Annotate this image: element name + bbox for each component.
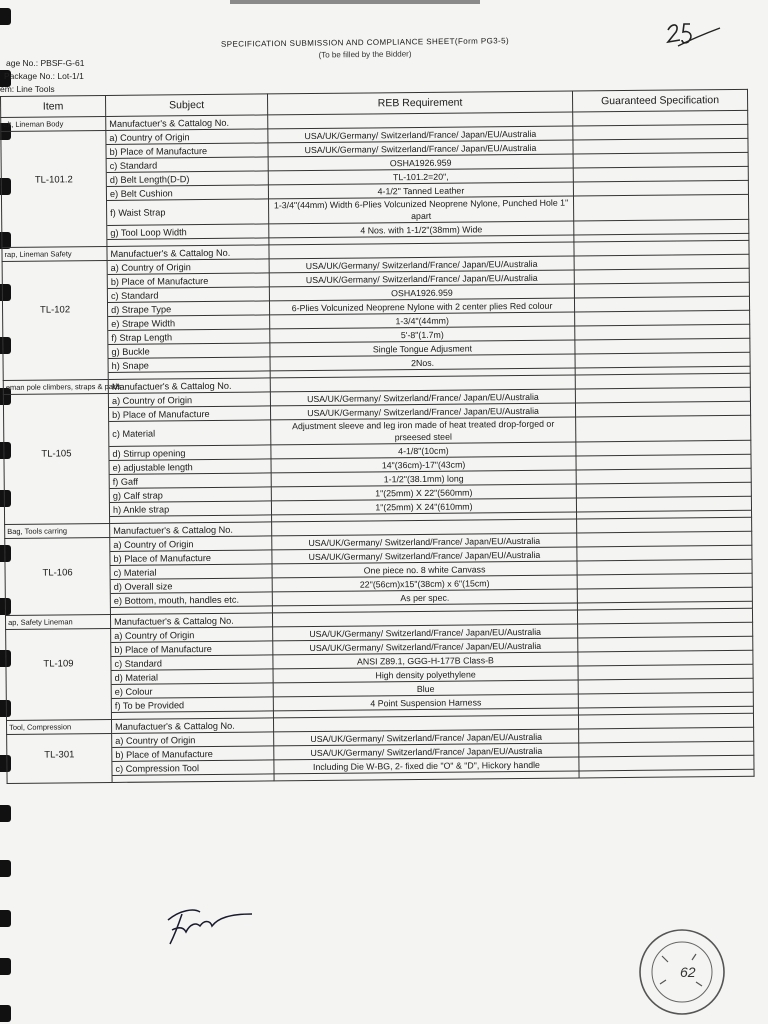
item-group-header: ap, Safety Lineman: [5, 614, 110, 629]
item-cell: [3, 316, 108, 331]
subject-cell: a) Country of Origin: [107, 259, 269, 275]
item-cell: [4, 502, 109, 517]
requirement-cell: USA/UK/Germany/ Switzerland/France/ Japan/EU/Australia: [270, 389, 575, 406]
subject-cell: g) Tool Loop Width: [107, 224, 269, 240]
requirement-cell: USA/UK/Germany/ Switzerland/France/ Japan/EU/Australia: [268, 126, 573, 143]
item-cell: [5, 579, 110, 594]
item-cell: [2, 260, 107, 275]
official-stamp: [632, 926, 732, 1023]
column-header-subject: Subject: [105, 94, 267, 117]
item-cell: [4, 474, 109, 489]
subject-cell: c) Compression Tool: [112, 760, 274, 776]
item-cell: [1, 130, 106, 145]
binder-hole: [0, 8, 11, 25]
item-code: TL-109: [6, 656, 111, 671]
subject-cell: c) Standard: [106, 157, 268, 173]
item-code: TL-106: [5, 565, 110, 580]
subject-cell: Manufactuer's & Cattalog No.: [111, 718, 273, 734]
requirement-cell: Single Tongue Adjusment: [270, 340, 575, 357]
subject-cell: b) Place of Manufacture: [107, 273, 269, 289]
spacer-cell: [579, 769, 754, 778]
subject-cell: c) Material: [109, 420, 271, 447]
requirement-cell: USA/UK/Germany/ Switzerland/France/ Japan/EU/Australia: [270, 403, 575, 420]
item-group-header: Bag, Tools carring: [5, 523, 110, 538]
subject-cell: c) Standard: [107, 287, 269, 303]
item-cell: [4, 421, 109, 447]
subject-cell: b) Place of Manufacture: [110, 550, 272, 566]
requirement-cell: 2Nos.: [270, 354, 575, 371]
binder-hole: [0, 958, 11, 975]
package-number: age No.: PBSF-G-61: [6, 58, 85, 68]
requirement-cell: 4 Point Suspension Harness: [273, 694, 578, 711]
item-cell: [3, 330, 108, 345]
item-cell: [4, 488, 109, 503]
requirement-cell: OSHA1926.959: [268, 154, 573, 171]
stamp-number: 62: [680, 964, 696, 980]
item-cell: [3, 407, 108, 422]
subject-cell: d) Strape Type: [107, 301, 269, 317]
item-group-header: Tool, Compression: [6, 719, 111, 734]
subject-cell: Manufactuer's & Cattalog No.: [106, 115, 268, 131]
requirement-cell: USA/UK/Germany/ Switzerland/France/ Japan/EU/Australia: [274, 729, 579, 746]
subject-cell: g) Buckle: [108, 343, 270, 359]
binder-hole: [0, 1005, 11, 1022]
requirement-cell: USA/UK/Germany/ Switzerland/France/ Japan/EU/Australia: [273, 638, 578, 655]
requirement-cell: USA/UK/Germany/ Switzerland/France/ Japan/EU/Australia: [272, 547, 577, 564]
subject-cell: Manufactuer's & Cattalog No.: [110, 522, 272, 538]
item-line: em: Line Tools: [0, 84, 55, 94]
item-cell: [2, 200, 107, 226]
subject-cell: b) Place of Manufacture: [112, 746, 274, 762]
requirement-cell: 1-3/4"(44mm): [270, 312, 575, 329]
requirement-cell: TL-101.2=20",: [268, 168, 573, 185]
requirement-cell: One piece no. 8 white Canvass: [272, 561, 577, 578]
item-group-header: eman pole climbers, straps & pads: [3, 379, 108, 394]
item-cell: [2, 274, 107, 289]
signature: [160, 900, 260, 955]
requirement-cell: USA/UK/Germany/ Switzerland/France/ Japan/EU/Australia: [274, 743, 579, 760]
handwritten-page-mark: [664, 18, 724, 57]
subject-cell: b) Place of Manufacture: [106, 143, 268, 159]
subject-cell: f) Strap Length: [108, 329, 270, 345]
item-cell: [6, 628, 111, 643]
subject-cell: Manufactuer's & Cattalog No.: [107, 245, 269, 261]
guaranteed-spec-cell[interactable]: [576, 415, 751, 442]
item-cell: [7, 761, 112, 776]
requirement-cell: 1"(25mm) X 22"(560mm): [271, 484, 576, 501]
requirement-cell: 1-3/4"(44mm) Width 6-Plies Volcunized Neoprene Nylone, Punched Hole 1" apart: [269, 196, 574, 224]
requirement-cell: USA/UK/Germany/ Switzerland/France/ Japan/EU/Australia: [269, 270, 574, 287]
requirement-cell: High density polyethylene: [273, 666, 578, 683]
requirement-cell: 14"(36cm)-17"(43cm): [271, 456, 576, 473]
subject-cell: d) Overall size: [110, 578, 272, 594]
requirement-cell: 6-Plies Volcunized Neoprene Nylone with 2 center plies Red colour: [269, 298, 574, 315]
requirement-cell: Blue: [273, 680, 578, 697]
subject-cell: Manufactuer's & Cattalog No.: [108, 378, 270, 394]
subject-cell: g) Calf strap: [109, 487, 271, 503]
subject-cell: a) Country of Origin: [111, 627, 273, 643]
subject-cell: a) Country of Origin: [108, 392, 270, 408]
item-code: TL-101.2: [1, 172, 106, 187]
requirement-cell: 1-1/2"(38.1mm) long: [271, 470, 576, 487]
item-cell: [1, 144, 106, 159]
subject-cell: e) Colour: [111, 683, 273, 699]
scan-top-edge: [230, 0, 480, 4]
subject-cell: d) Stirrup opening: [109, 445, 271, 461]
item-cell: [1, 158, 106, 173]
guaranteed-spec-cell[interactable]: [573, 194, 748, 221]
item-cell: [5, 537, 110, 552]
item-code: TL-102: [2, 302, 107, 317]
item-group-header: elt, Lineman Body: [1, 116, 106, 131]
document-subtitle: (To be filled by the Bidder): [318, 49, 412, 60]
subject-cell: c) Standard: [111, 655, 273, 671]
item-cell: [7, 733, 112, 748]
item-cell: [3, 358, 108, 373]
subject-cell: e) Bottom, mouth, handles etc.: [110, 592, 272, 608]
document-title: SPECIFICATION SUBMISSION AND COMPLIANCE SHEET(Form PG3-5): [220, 36, 510, 49]
item-group-header: rap, Lineman Safety: [2, 246, 107, 261]
item-cell: [3, 393, 108, 408]
requirement-cell: ANSI Z89.1, GGG-H-177B Class-B: [273, 652, 578, 669]
requirement-cell: Including Die W-BG, 2- fixed die "O" & "D", Hickory handle: [274, 757, 579, 774]
requirement-cell: 5'-8"(1.7m): [270, 326, 575, 343]
subject-cell: d) Material: [111, 669, 273, 685]
item-cell: [2, 288, 107, 303]
subject-cell: h) Ankle strap: [109, 501, 271, 517]
requirement-cell: USA/UK/Germany/ Switzerland/France/ Japan/EU/Australia: [269, 256, 574, 273]
item-cell: [2, 225, 107, 240]
item-code: TL-301: [7, 747, 112, 762]
compliance-table: [0, 89, 755, 784]
subject-cell: b) Place of Manufacture: [108, 406, 270, 422]
subject-cell: h) Snape: [108, 357, 270, 373]
spacer-cell: [112, 774, 274, 783]
item-cell: [6, 670, 111, 685]
requirement-cell: As per spec.: [272, 589, 577, 606]
column-header-reb-requirement: REB Requirement: [267, 91, 572, 115]
lot-package: Package No.: Lot-1/1: [4, 71, 84, 81]
item-code: TL-105: [4, 446, 109, 461]
item-cell: [1, 186, 106, 201]
subject-cell: b) Place of Manufacture: [111, 641, 273, 657]
binder-hole: [0, 910, 11, 927]
column-header-item: Item: [1, 95, 106, 117]
subject-cell: e) adjustable length: [109, 459, 271, 475]
item-cell: [6, 684, 111, 699]
requirement-cell: OSHA1926.959: [269, 284, 574, 301]
requirement-cell: USA/UK/Germany/ Switzerland/France/ Japan/EU/Australia: [268, 140, 573, 157]
requirement-cell: 4-1/8"(10cm): [271, 442, 576, 459]
column-header-guaranteed-specification: Guaranteed Specification: [572, 89, 747, 112]
subject-cell: f) Gaff: [109, 473, 271, 489]
item-cell: [5, 551, 110, 566]
item-cell: [6, 698, 111, 713]
requirement-cell: 1"(25mm) X 24"(610mm): [271, 498, 576, 515]
requirement-cell: USA/UK/Germany/ Switzerland/France/ Japan/EU/Australia: [273, 624, 578, 641]
subject-cell: Manufactuer's & Cattalog No.: [110, 613, 272, 629]
requirement-cell: 4-1/2" Tanned Leather: [268, 182, 573, 199]
subject-cell: d) Belt Length(D-D): [106, 171, 268, 187]
requirement-cell: USA/UK/Germany/ Switzerland/France/ Japan/EU/Australia: [272, 533, 577, 550]
compliance-sheet: [0, 89, 755, 872]
subject-cell: f) To be Provided: [111, 697, 273, 713]
spacer-cell: [7, 775, 112, 783]
requirement-cell: Adjustment sleeve and leg iron made of heat treated drop-forged or prseesed steel: [271, 417, 576, 445]
item-cell: [3, 344, 108, 359]
subject-cell: e) Strape Width: [108, 315, 270, 331]
subject-cell: a) Country of Origin: [110, 536, 272, 552]
item-cell: [5, 593, 110, 608]
subject-cell: a) Country of Origin: [112, 732, 274, 748]
subject-cell: e) Belt Cushion: [106, 185, 268, 201]
subject-cell: f) Waist Strap: [107, 199, 269, 226]
item-cell: [6, 642, 111, 657]
subject-cell: a) Country of Origin: [106, 129, 268, 145]
requirement-cell: 22"(56cm)x15"(38cm) x 6"(15cm): [272, 575, 577, 592]
requirement-cell: 4 Nos. with 1-1/2"(38mm) Wide: [269, 221, 574, 238]
subject-cell: c) Material: [110, 564, 272, 580]
item-cell: [4, 460, 109, 475]
